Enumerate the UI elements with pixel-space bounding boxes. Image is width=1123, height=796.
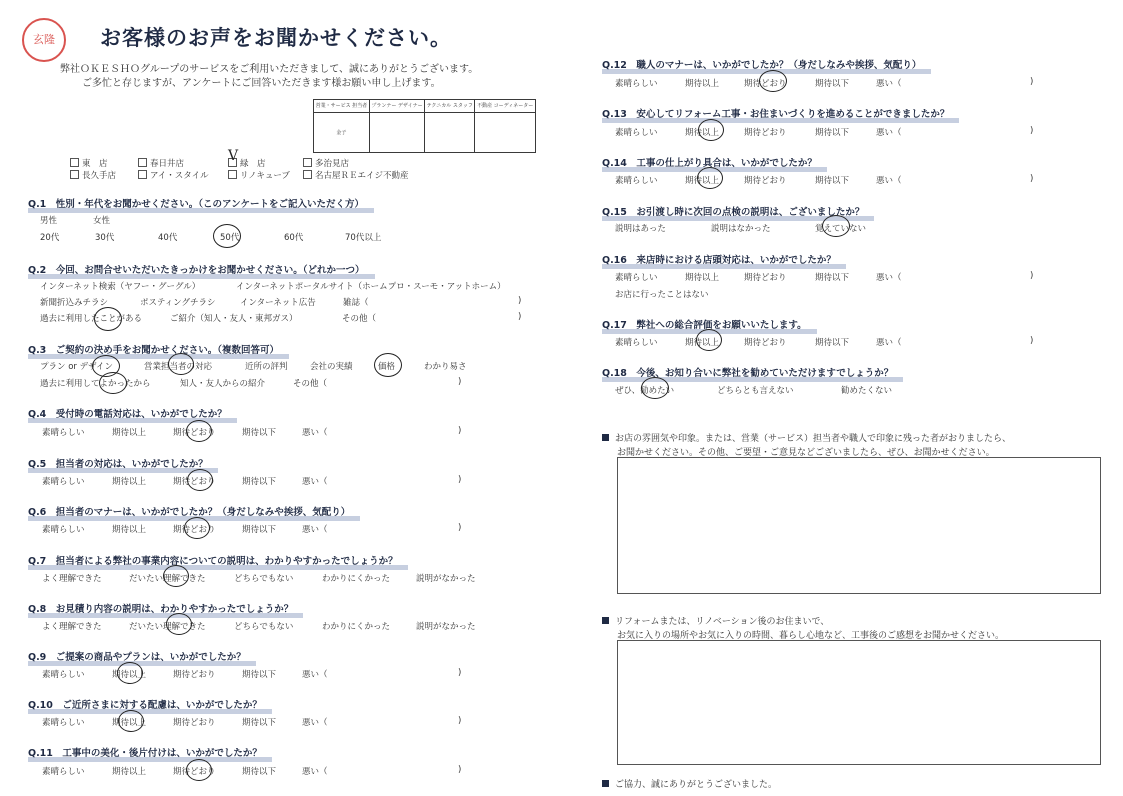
answer-circle [822, 215, 850, 237]
checkbox-icon [228, 170, 237, 179]
q3-option: 近所の評判 [245, 362, 288, 372]
q10-rating: 悪い（ [302, 718, 328, 728]
q7-option: どちらでもない [234, 574, 294, 584]
store-option: 多治見店 [303, 157, 349, 169]
paren-close: ) [458, 426, 462, 436]
checkbox-icon [138, 158, 147, 167]
paren-close: ) [458, 716, 462, 726]
q13-rating: 悪い（ [876, 128, 902, 138]
q13-rating: 期待どおり [744, 128, 787, 138]
q11-rating-selected: 期待どおり [173, 767, 216, 777]
q2-option: 雑誌（ [343, 298, 369, 308]
staff-header-realestate: 不動産 コーディネーター [475, 100, 536, 113]
q8-option: 説明がなかった [416, 622, 476, 632]
paren-close: ) [1030, 174, 1034, 184]
q1-age-selected: 50代 [220, 233, 240, 243]
question-18-label: Q.18 今後、お知り合いに弊社を勧めていただけますでしょうか？ [602, 365, 893, 379]
q14-rating: 悪い（ [876, 176, 902, 186]
paren-close: ) [458, 765, 462, 775]
check-mark: V [228, 148, 239, 164]
answer-circle [696, 329, 722, 351]
answer-circle [117, 662, 143, 684]
q1-age: 70代以上 [345, 233, 382, 243]
q7-option-selected: だいたい理解できた [129, 574, 206, 584]
answer-circle [186, 759, 212, 781]
comment-2-box[interactable] [617, 640, 1101, 765]
q14-rating-selected: 期待以上 [685, 176, 720, 186]
q14-rating: 期待どおり [744, 176, 787, 186]
comment-1-box[interactable] [617, 457, 1101, 594]
store-option: アイ・スタイル [138, 169, 209, 181]
checkbox-icon [70, 158, 79, 167]
q6-rating: 期待以上 [112, 525, 147, 535]
question-10-label: Q.10 ご近所さまに対する配慮は、いかがでしたか？ [28, 697, 262, 711]
q12-rating: 期待以下 [815, 79, 850, 89]
q1-gender: 女性 [93, 216, 111, 226]
question-16-label: Q.16 来店時における店頭対応は、いかがでしたか？ [602, 252, 836, 266]
comment-2-prompt-line-1: リフォームまたは、リノベーション後のお住まいで、 [602, 614, 829, 627]
q10-rating: 期待以下 [242, 718, 277, 728]
question-1-label: Q.1 性別・年代をお聞かせください。（このアンケートをご記入いただく方） [28, 196, 364, 210]
company-seal: 玄隆 [22, 18, 66, 62]
staff-header-planner: プランナー デザイナー [369, 100, 424, 113]
q16-rating: 期待以下 [815, 273, 850, 283]
q13-rating: 素晴らしい [615, 128, 658, 138]
staff-header-technical: テクニカル スタッフ [425, 100, 475, 113]
q3-option-selected: 価格 [378, 362, 396, 372]
q3-option-selected: プラン or デザイン [40, 362, 114, 372]
question-8-label: Q.8 お見積り内容の説明は、わかりやすかったでしょうか？ [28, 601, 293, 615]
q11-rating: 悪い（ [302, 767, 328, 777]
q15-option-selected: 覚えていない [815, 224, 867, 234]
question-3-label: Q.3 ご契約の決め手をお聞かせください。（複数回答可） [28, 342, 279, 356]
q6-rating: 期待以下 [242, 525, 277, 535]
q1-age: 20代 [40, 233, 60, 243]
q17-rating-selected: 期待以上 [685, 338, 720, 348]
q15-option: 説明はあった [615, 224, 666, 234]
store-option: 名古屋ＲＥエイジ不動産 [303, 169, 409, 181]
q3-option: その他（ [293, 379, 328, 389]
q3-option: わかり易さ [424, 362, 467, 372]
staff-value-technical [425, 113, 475, 153]
square-bullet-icon [602, 780, 609, 787]
q14-rating: 素晴らしい [615, 176, 658, 186]
staff-value-planner [369, 113, 424, 153]
question-17-label: Q.17 弊社への総合評価をお願いいたします。 [602, 317, 807, 331]
q2-option: ご紹介（知人・友人・東邦ガス） [170, 314, 298, 324]
answer-circle [641, 377, 669, 399]
answer-circle [118, 710, 144, 732]
square-bullet-icon [602, 617, 609, 624]
question-14-label: Q.14 工事の仕上がり具合は、いかがでしたか？ [602, 155, 817, 169]
comment-1-prompt-line-1: お店の雰囲気や印象。または、営業（サービス）担当者や職人で印象に残った者がおりましたら、 [602, 431, 1011, 444]
staff-value-sales: 金子 [314, 113, 370, 153]
q18-option: どちらとも言えない [717, 386, 794, 396]
staff-header-sales: 営業・サービス 担当者 [314, 100, 370, 113]
q17-rating: 素晴らしい [615, 338, 658, 348]
q8-option: わかりにくかった [322, 622, 391, 632]
q5-rating-selected: 期待どおり [173, 477, 216, 487]
checkbox-icon [70, 170, 79, 179]
q10-rating: 期待どおり [173, 718, 216, 728]
paren-close: ) [458, 475, 462, 485]
q16-rating: 期待どおり [744, 273, 787, 283]
q7-option: 説明がなかった [416, 574, 476, 584]
q16-extra-option: お店に行ったことはない [615, 290, 709, 300]
answer-circle [166, 613, 192, 635]
q5-rating: 素晴らしい [42, 477, 85, 487]
paren-close: ) [1030, 126, 1034, 136]
question-13-label: Q.13 安心してリフォーム工事・お住まいづくりを進めることができましたか？ [602, 106, 949, 120]
q1-age: 60代 [284, 233, 304, 243]
q1-age: 30代 [95, 233, 115, 243]
question-15-label: Q.15 お引渡し時に次回の点検の説明は、ございましたか？ [602, 204, 864, 218]
q11-rating: 素晴らしい [42, 767, 85, 777]
paren-close: ) [1030, 271, 1034, 281]
question-2-label: Q.2 今回、お問合せいただいたきっかけをお聞かせください。（どれか一つ） [28, 262, 365, 276]
q10-rating-selected: 期待以上 [112, 718, 147, 728]
intro-line-2: ご多忙と存じますが、アンケートにご回答いただきます様お願い申し上げます。 [82, 78, 441, 89]
q2-option-selected: 過去に利用したことがある [40, 314, 143, 324]
q1-gender: 男性 [40, 216, 58, 226]
q8-option: どちらでもない [234, 622, 294, 632]
page-title: お客様のお声をお聞かせください。 [100, 26, 452, 50]
paren-close: ) [1030, 77, 1034, 87]
q12-rating: 素晴らしい [615, 79, 658, 89]
q3-option: 知人・友人からの紹介 [180, 379, 266, 389]
q11-rating: 期待以上 [112, 767, 147, 777]
q9-rating: 素晴らしい [42, 670, 85, 680]
q5-rating: 期待以上 [112, 477, 147, 487]
paren-close: ) [458, 523, 462, 533]
store-option: 東 店 [70, 157, 108, 169]
q9-rating: 悪い（ [302, 670, 328, 680]
q2-option: インターネット検索（ヤフー・グーグル） [40, 282, 201, 292]
q4-rating-selected: 期待どおり [173, 428, 216, 438]
q5-rating: 期待以下 [242, 477, 277, 487]
q4-rating: 期待以下 [242, 428, 277, 438]
q17-rating: 期待どおり [744, 338, 787, 348]
q9-rating: 期待以下 [242, 670, 277, 680]
q12-rating-selected: 期待どおり [744, 79, 787, 89]
staff-table [313, 99, 536, 153]
q1-age: 40代 [158, 233, 178, 243]
q12-rating: 期待以上 [685, 79, 720, 89]
q13-rating: 期待以下 [815, 128, 850, 138]
answer-circle [184, 517, 210, 539]
question-12-label: Q.12 職人のマナーは、いかがでしたか？（身だしなみや挨拶、気配り） [602, 57, 921, 71]
thanks-note: ご協力、誠にありがとうございました。 [602, 777, 777, 790]
answer-circle [94, 307, 122, 331]
square-bullet-icon [602, 434, 609, 441]
q2-option: その他（ [342, 314, 377, 324]
q11-rating: 期待以下 [242, 767, 277, 777]
q7-option: よく理解できた [42, 574, 102, 584]
question-11-label: Q.11 工事中の美化・後片付けは、いかがでしたか？ [28, 745, 262, 759]
q6-rating-selected: 期待どおり [173, 525, 216, 535]
q5-rating: 悪い（ [302, 477, 328, 487]
q18-option: 勧めたくない [841, 386, 893, 396]
q9-rating-selected: 期待以上 [112, 670, 147, 680]
q10-rating: 素晴らしい [42, 718, 85, 728]
answer-circle [213, 224, 241, 248]
store-option: 長久手店 [70, 169, 116, 181]
q13-rating-selected: 期待以上 [685, 128, 720, 138]
checkbox-icon [138, 170, 147, 179]
q16-rating: 素晴らしい [615, 273, 658, 283]
answer-circle [99, 372, 127, 394]
q6-rating: 悪い（ [302, 525, 328, 535]
q18-option-selected: ぜひ、勧めたい [615, 386, 675, 396]
q9-rating: 期待どおり [173, 670, 216, 680]
q4-rating: 期待以上 [112, 428, 147, 438]
q16-rating: 悪い（ [876, 273, 902, 283]
q3-option-selected: 過去に利用してよかったから [40, 379, 151, 389]
q2-option: ポスティングチラシ [140, 298, 216, 308]
paren-close: ) [458, 377, 462, 387]
answer-circle [163, 565, 189, 587]
store-option: リノキューブ [228, 169, 290, 181]
q7-option: わかりにくかった [322, 574, 391, 584]
q8-option-selected: だいたい理解できた [129, 622, 206, 632]
answer-circle [187, 469, 213, 491]
paren-close: ) [518, 296, 522, 306]
question-9-label: Q.9 ご提案の商品やプランは、いかがでしたか？ [28, 649, 246, 663]
checkbox-icon [303, 158, 312, 167]
q2-option: インターネット広告 [240, 298, 316, 308]
question-5-label: Q.5 担当者の対応は、いかがでしたか？ [28, 456, 208, 470]
question-4-label: Q.4 受付時の電話対応は、いかがでしたか？ [28, 406, 227, 420]
answer-circle [759, 70, 787, 92]
answer-circle [698, 119, 724, 141]
q12-rating: 悪い（ [876, 79, 902, 89]
paren-close: ) [458, 668, 462, 678]
question-7-label: Q.7 担当者による弊社の事業内容についての説明は、わかりやすかったでしょうか？ [28, 553, 398, 567]
q3-option-selected: 営業担当者の対応 [144, 362, 213, 372]
comment-2-prompt-line-2: お気に入りの場所やお気に入りの時間、暮らし心地など、工事後のご感想をお聞かせください。 [617, 631, 1005, 641]
answer-circle [186, 420, 212, 442]
staff-value-realestate [475, 113, 536, 153]
q6-rating: 素晴らしい [42, 525, 85, 535]
checkbox-icon [303, 170, 312, 179]
q17-rating: 悪い（ [876, 338, 902, 348]
answer-circle [697, 167, 723, 189]
store-option: V 緑 店 [228, 148, 266, 169]
q4-rating: 悪い（ [302, 428, 328, 438]
answer-circle [374, 353, 402, 377]
q14-rating: 期待以下 [815, 176, 850, 186]
intro-line-1: 弊社ＯＫＥＳＨＯグループのサービスをご利用いただきまして、誠にありがとうございます。 [60, 64, 479, 75]
q16-rating: 期待以上 [685, 273, 720, 283]
paren-close: ) [1030, 336, 1034, 346]
q15-option: 説明はなかった [711, 224, 771, 234]
store-option: 春日井店 [138, 157, 184, 169]
q2-option: インターネットポータルサイト（ホームプロ・スーモ・アットホーム） [236, 282, 506, 292]
q17-rating: 期待以下 [815, 338, 850, 348]
q2-option: 新聞折込みチラシ [40, 298, 109, 308]
q4-rating: 素晴らしい [42, 428, 85, 438]
q8-option: よく理解できた [42, 622, 102, 632]
answer-circle [168, 353, 194, 375]
comment-1-prompt-line-2: お聞かせください。その他、ご要望・ご意見などございましたら、ぜひ、お聞かせください。 [617, 448, 995, 458]
q3-option: 会社の実績 [310, 362, 353, 372]
question-6-label: Q.6 担当者のマナーは、いかがでしたか？（身だしなみや挨拶、気配り） [28, 504, 350, 518]
paren-close: ) [518, 312, 522, 322]
